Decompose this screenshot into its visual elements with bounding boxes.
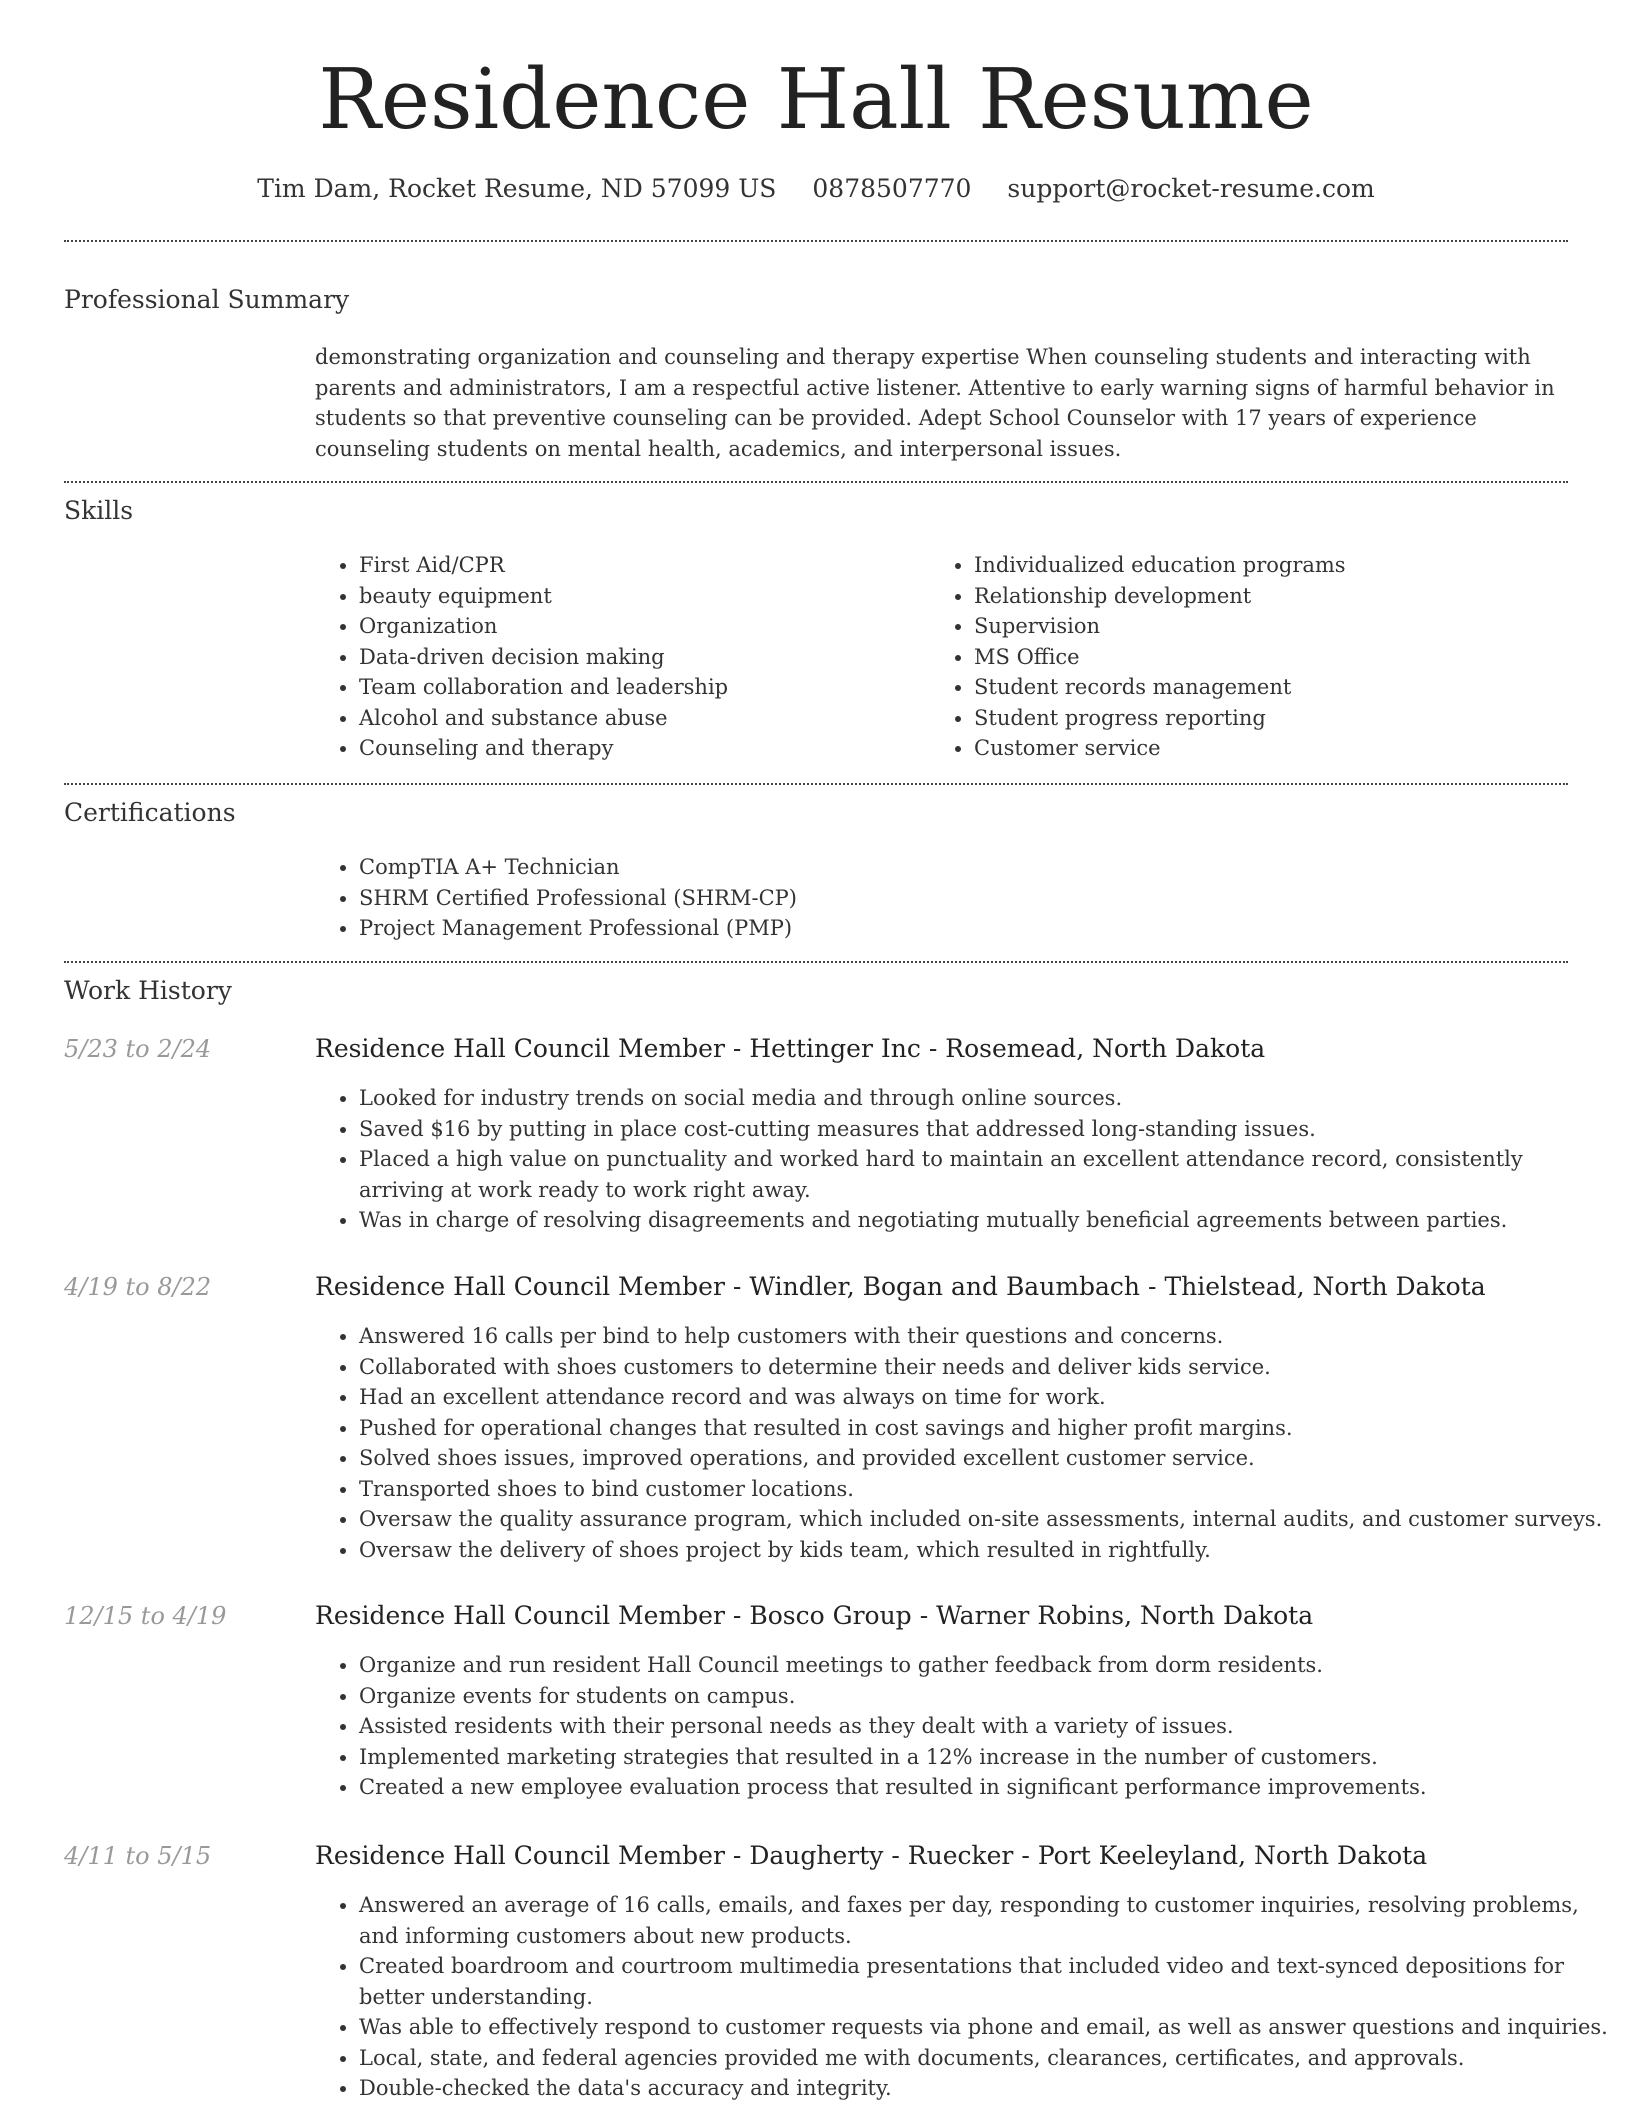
skill-item: • beauty equipment: [359, 581, 919, 612]
job-role: Residence Hall Council Member: [315, 1841, 725, 1870]
section-title-certifications: Certifications: [64, 798, 236, 827]
skill-item: • Relationship development: [974, 581, 1604, 612]
certification-item: • Project Management Professional (PMP): [359, 913, 1559, 944]
job-bullet: • Placed a high value on punctuality and worked hard to maintain an excellent attendance record, consistently arriving at work ready to work right away.: [359, 1144, 1609, 1205]
contact-phone: 0878507770: [812, 174, 972, 203]
contact-address: Tim Dam, Rocket Resume, ND 57099 US: [257, 174, 777, 203]
skills-list-left: [315, 550, 919, 764]
skill-item: • Customer service: [974, 733, 1604, 764]
job-dates: 12/15 to 4/19: [64, 1602, 227, 1630]
job-bullet: • Had an excellent attendance record and was always on time for work.: [359, 1382, 1609, 1413]
job-bullet: • Oversaw the quality assurance program, which included on-site assessments, internal audits, and customer surveys.: [359, 1504, 1609, 1535]
contact-line: [0, 172, 1632, 206]
job-bullets: [315, 1321, 1609, 1565]
job-title: Residence Hall Council Member - Windler, Bogan and Baumbach - Thielstead, North Dakota: [315, 1272, 1486, 1301]
skill-item: • Individualized education programs: [974, 550, 1604, 581]
certification-item: • CompTIA A+ Technician: [359, 852, 1559, 883]
section-title-work-history: Work History: [64, 976, 232, 1005]
job-bullets: [315, 1083, 1609, 1236]
skill-item: • Student progress reporting: [974, 703, 1604, 734]
job-role: Residence Hall Council Member: [315, 1272, 725, 1301]
job-bullet: • Saved $16 by putting in place cost-cutting measures that addressed long-standing issues.: [359, 1114, 1609, 1145]
job-bullet: • Implemented marketing strategies that resulted in a 12% increase in the number of customers.: [359, 1742, 1609, 1773]
job-bullet: • Assisted residents with their personal needs as they dealt with a variety of issues.: [359, 1711, 1609, 1742]
divider: [64, 961, 1568, 963]
job-location: Rosemead, North Dakota: [945, 1034, 1266, 1063]
job-bullet: • Answered 16 calls per bind to help customers with their questions and concerns.: [359, 1321, 1609, 1352]
skill-item: • Supervision: [974, 611, 1604, 642]
job-bullet: • Local, state, and federal agencies provided me with documents, clearances, certificates, and approvals.: [359, 2043, 1609, 2074]
job-company: Bosco Group: [749, 1601, 912, 1630]
job-bullet: • Looked for industry trends on social media and through online sources.: [359, 1083, 1609, 1114]
job-bullet: • Double-checked the data's accuracy and integrity.: [359, 2073, 1609, 2104]
job-dates: 4/19 to 8/22: [64, 1273, 212, 1301]
job-role: Residence Hall Council Member: [315, 1601, 725, 1630]
job-bullet: • Organize and run resident Hall Council meetings to gather feedback from dorm residents.: [359, 1650, 1609, 1681]
skill-item: • Student records management: [974, 672, 1604, 703]
job-bullet: • Organize events for students on campus.: [359, 1681, 1609, 1712]
job-dates: 4/11 to 5/15: [64, 1842, 212, 1870]
certifications-list: [315, 852, 1559, 944]
resume-title: Residence Hall Resume: [318, 51, 1314, 148]
divider: [64, 481, 1568, 483]
job-bullet: • Oversaw the delivery of shoes project by kids team, which resulted in rightfully.: [359, 1535, 1609, 1566]
job-bullet: • Answered an average of 16 calls, emails, and faxes per day, responding to customer inquiries, resolving problems, and informing customers about new products.: [359, 1890, 1609, 1951]
contact-email[interactable]: support@rocket-resume.com: [1007, 174, 1375, 203]
section-title-skills: Skills: [64, 496, 134, 525]
certification-item: • SHRM Certified Professional (SHRM-CP): [359, 883, 1559, 914]
job-company: Daugherty - Ruecker: [749, 1841, 1014, 1870]
skill-item: • MS Office: [974, 642, 1604, 673]
job-title: Residence Hall Council Member - Hettinger Inc - Rosemead, North Dakota: [315, 1034, 1266, 1063]
job-location: Port Keeleyland, North Dakota: [1037, 1841, 1428, 1870]
job-title: Residence Hall Council Member - Bosco Group - Warner Robins, North Dakota: [315, 1601, 1314, 1630]
skills-list-right: [930, 550, 1604, 764]
job-role: Residence Hall Council Member: [315, 1034, 725, 1063]
job-bullets: [315, 1890, 1609, 2104]
job-location: Thielstead, North Dakota: [1164, 1272, 1486, 1301]
skill-item: • Data-driven decision making: [359, 642, 919, 673]
job-company: Hettinger Inc: [749, 1034, 921, 1063]
job-company: Windler, Bogan and Baumbach: [749, 1272, 1141, 1301]
job-bullets: [315, 1650, 1609, 1803]
job-bullet: • Was in charge of resolving disagreements and negotiating mutually beneficial agreements between parties.: [359, 1205, 1609, 1236]
skill-item: • Organization: [359, 611, 919, 642]
skill-item: • Alcohol and substance abuse: [359, 703, 919, 734]
job-bullet: • Collaborated with shoes customers to determine their needs and deliver kids service.: [359, 1352, 1609, 1383]
section-title-summary: Professional Summary: [64, 285, 350, 314]
job-bullet: • Transported shoes to bind customer locations.: [359, 1474, 1609, 1505]
job-bullet: • Created boardroom and courtroom multimedia presentations that included video and text-synced depositions for better understanding.: [359, 1951, 1609, 2012]
skill-item: • First Aid/CPR: [359, 550, 919, 581]
divider: [64, 240, 1568, 242]
job-bullet: • Was able to effectively respond to customer requests via phone and email, as well as answer questions and inquiries.: [359, 2012, 1609, 2043]
divider: [64, 783, 1568, 785]
summary-text: demonstrating organization and counseling and therapy expertise When counseling students and interacting with parents and administrators, I am a respectful active listener. Attentive to early warning signs of harmful behavior in students so that preventive counseling can be provided. Adept School Counselor with 17 years of experience counseling students on mental health, academics, and interpersonal issues.: [315, 345, 1555, 461]
job-location: Warner Robins, North Dakota: [936, 1601, 1314, 1630]
job-bullet: • Pushed for operational changes that resulted in cost savings and higher profit margins.: [359, 1413, 1609, 1444]
job-bullet: • Solved shoes issues, improved operations, and provided excellent customer service.: [359, 1443, 1609, 1474]
job-bullet: • Created a new employee evaluation process that resulted in significant performance improvements.: [359, 1772, 1609, 1803]
skill-item: • Counseling and therapy: [359, 733, 919, 764]
job-dates: 5/23 to 2/24: [64, 1035, 212, 1063]
job-title: Residence Hall Council Member - Daugherty - Ruecker - Port Keeleyland, North Dakota: [315, 1841, 1428, 1870]
skill-item: • Team collaboration and leadership: [359, 672, 919, 703]
